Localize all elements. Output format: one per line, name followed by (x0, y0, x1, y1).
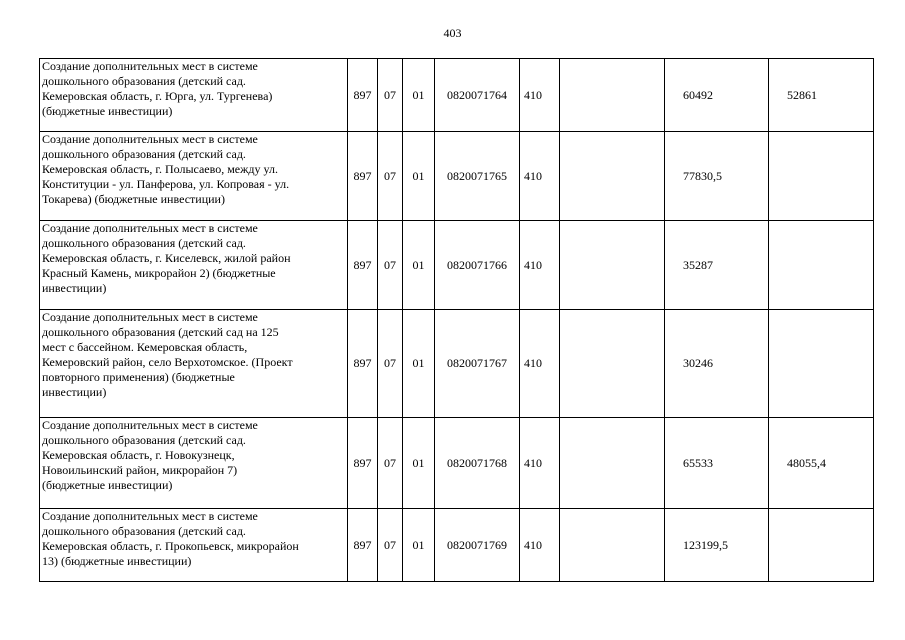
amount-1: 35287 (665, 221, 769, 310)
target-article-code: 0820071764 (435, 59, 520, 132)
target-article-code: 0820071769 (435, 509, 520, 582)
ministry-code: 897 (348, 310, 378, 418)
amount-1: 77830,5 (665, 132, 769, 221)
ministry-code: 897 (348, 509, 378, 582)
target-article-code: 0820071766 (435, 221, 520, 310)
expense-type-code: 410 (520, 221, 560, 310)
subsection-code: 01 (403, 59, 435, 132)
extra-cell (560, 509, 665, 582)
subsection-code: 01 (403, 509, 435, 582)
target-article-code: 0820071767 (435, 310, 520, 418)
section-code: 07 (378, 132, 403, 221)
subsection-code: 01 (403, 221, 435, 310)
table-row (40, 59, 874, 132)
extra-cell (560, 310, 665, 418)
subsection-code: 01 (403, 132, 435, 221)
subsection-code: 01 (403, 418, 435, 509)
expense-type-code: 410 (520, 310, 560, 418)
ministry-code: 897 (348, 418, 378, 509)
section-code: 07 (378, 509, 403, 582)
row-description: Создание дополнительных мест в системе дошкольного образования (детский сад. Кемеровская область, г. Юрга, ул. Тургенева) (бюджетные инвестиции) (40, 59, 348, 132)
target-article-code: 0820071768 (435, 418, 520, 509)
page-number: 403 (443, 26, 462, 40)
amount-2 (769, 221, 874, 310)
expense-type-code: 410 (520, 509, 560, 582)
row-description: Создание дополнительных мест в системе дошкольного образования (детский сад. Кемеровская область, г. Прокопьевск, микрорайон 13) (бюджетные инвестиции) (40, 509, 348, 582)
ministry-code: 897 (348, 132, 378, 221)
expense-type-code: 410 (520, 132, 560, 221)
amount-2 (769, 509, 874, 582)
section-code: 07 (378, 221, 403, 310)
amount-2: 48055,4 (769, 418, 874, 509)
amount-2 (769, 310, 874, 418)
amount-1: 123199,5 (665, 509, 769, 582)
budget-table (39, 58, 874, 582)
table-row (40, 310, 874, 418)
extra-cell (560, 132, 665, 221)
table-row (40, 418, 874, 509)
row-description: Создание дополнительных мест в системе дошкольного образования (детский сад. Кемеровская область, г. Полысаево, между ул. Конституции - ул. Панферова, ул. Копровая - ул. Токарева) (бюджетные инвестиции) (40, 132, 348, 221)
ministry-code: 897 (348, 221, 378, 310)
table-row (40, 221, 874, 310)
amount-1: 60492 (665, 59, 769, 132)
amount-2 (769, 132, 874, 221)
subsection-code: 01 (403, 310, 435, 418)
table-row (40, 132, 874, 221)
row-description: Создание дополнительных мест в системе дошкольного образования (детский сад на 125 мест с бассейном. Кемеровская область, Кемеровский район, село Верхотомское. (Проект повторного применения) (бюджетные инвестиции) (40, 310, 348, 418)
amount-1: 65533 (665, 418, 769, 509)
section-code: 07 (378, 59, 403, 132)
amount-1: 30246 (665, 310, 769, 418)
section-code: 07 (378, 418, 403, 509)
amount-2: 52861 (769, 59, 874, 132)
extra-cell (560, 418, 665, 509)
section-code: 07 (378, 310, 403, 418)
target-article-code: 0820071765 (435, 132, 520, 221)
table-row (40, 509, 874, 582)
expense-type-code: 410 (520, 59, 560, 132)
row-description: Создание дополнительных мест в системе дошкольного образования (детский сад. Кемеровская область, г. Киселевск, жилой район Красный Камень, микрорайон 2) (бюджетные инвестиции) (40, 221, 348, 310)
extra-cell (560, 59, 665, 132)
row-description: Создание дополнительных мест в системе дошкольного образования (детский сад. Кемеровская область, г. Новокузнецк, Новоильинский район, микрорайон 7) (бюджетные инвестиции) (40, 418, 348, 509)
ministry-code: 897 (348, 59, 378, 132)
expense-type-code: 410 (520, 418, 560, 509)
extra-cell (560, 221, 665, 310)
